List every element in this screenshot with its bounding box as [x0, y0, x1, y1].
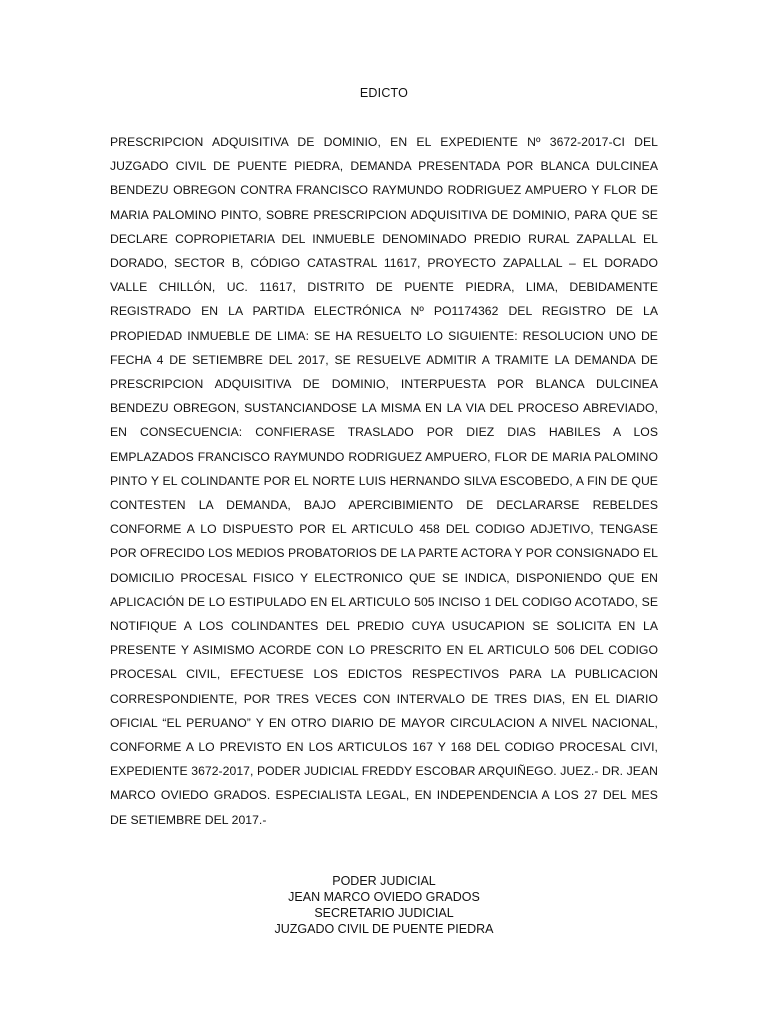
signature-name: JEAN MARCO OVIEDO GRADOS [288, 890, 480, 904]
signature-court: JUZGADO CIVIL DE PUENTE PIEDRA [274, 922, 494, 936]
signature-position: SECRETARIO JUDICIAL [314, 906, 454, 920]
edict-body-paragraph: PRESCRIPCION ADQUISITIVA DE DOMINIO, EN EL EXPEDIENTE Nº 3672-2017-CI DEL JUZGADO CIVIL DE PUENTE PIEDRA, DEMANDA PRESENTADA POR BLANCA DULCINEA BENDEZU OBREGON CONTRA FRANCISCO RAYMUNDO RODRIGUEZ AMPUERO Y FLOR DE MARIA PALOMINO PINTO, SOBRE PRESCRIPCION ADQUISITIVA DE DOMINIO, PARA QUE SE DECLARE COPROPIETARIA DEL INMUEBLE DENOMINADO PREDIO RURAL ZAPALLAL EL DORADO, SECTOR B, CÓDIGO CATASTRAL 11617, PROYECTO ZAPALLAL – EL DORADO VALLE CHILLÓN, UC. 11617, DISTRITO DE PUENTE PIEDRA, LIMA, DEBIDAMENTE REGISTRADO EN LA PARTIDA ELECTRÓNICA Nº PO1174362 DEL REGISTRO DE LA PROPIEDAD INMUEBLE DE LIMA: SE HA RESUELTO LO SIGUIENTE: RESOLUCION UNO DE FECHA 4 DE SETIEMBRE DEL 2017, SE RESUELVE ADMITIR A TRAMITE LA DEMANDA DE PRESCRIPCION ADQUISITIVA DE DOMINIO, INTERPUESTA POR BLANCA DULCINEA BENDEZU OBREGON, SUSTANCIANDOSE LA MISMA EN LA VIA DEL PROCESO ABREVIADO, EN CONSECUENCIA: CONFIERASE TRASLADO POR DIEZ DIAS HABILES A LOS EMPLAZADOS FRANCISCO RAYMUNDO RODRIGUEZ AMPUERO, FLOR DE MARIA PALOMINO PINTO Y EL COLINDANTE POR EL NORTE LUIS HERNANDO SILVA ESCOBEDO, A FIN DE QUE CONTESTEN LA DEMANDA, BAJO APERCIBIMIENTO DE DECLARARSE REBELDES CONFORME A LO DISPUESTO POR EL ARTICULO 458 DEL CODIGO ADJETIVO, TENGASE POR OFRECIDO LOS MEDIOS PROBATORIOS DE LA PARTE ACTORA Y POR CONSIGNADO EL DOMICILIO PROCESAL FISICO Y ELECTRONICO QUE SE INDICA, DISPONIENDO QUE EN APLICACIÓN DE LO ESTIPULADO EN EL ARTICULO 505 INCISO 1 DEL CODIGO ACOTADO, SE NOTIFIQUE A LOS COLINDANTES DEL PREDIO CUYA USUCAPION SE SOLICITA EN LA PRESENTE Y ASIMISMO ACORDE CON LO PRESCRITO EN EL ARTICULO 506 DEL CODIGO PROCESAL CIVIL, EFECTUESE LOS EDICTOS RESPECTIVOS PARA LA PUBLICACION CORRESPONDIENTE, POR TRES VECES CON INTERVALO DE TRES DIAS, EN EL DIARIO OFICIAL “EL PERUANO” Y EN OTRO DIARIO DE MAYOR CIRCULACION A NIVEL NACIONAL, CONFORME A LO PREVISTO EN LOS ARTICULOS 167 Y 168 DEL CODIGO PROCESAL CIVI, EXPEDIENTE 3672-2017, PODER JUDICIAL FREDDY ESCOBAR ARQUIÑEGO. JUEZ.- DR. JEAN MARCO OVIEDO GRADOS. ESPECIALISTA LEGAL, EN INDEPENDENCIA A LOS 27 DEL MES DE SETIEMBRE DEL 2017.- [110, 135, 658, 827]
signature-institution: PODER JUDICIAL [332, 874, 436, 888]
signature-block [0, 873, 768, 937]
document-title: EDICTO [359, 86, 409, 100]
